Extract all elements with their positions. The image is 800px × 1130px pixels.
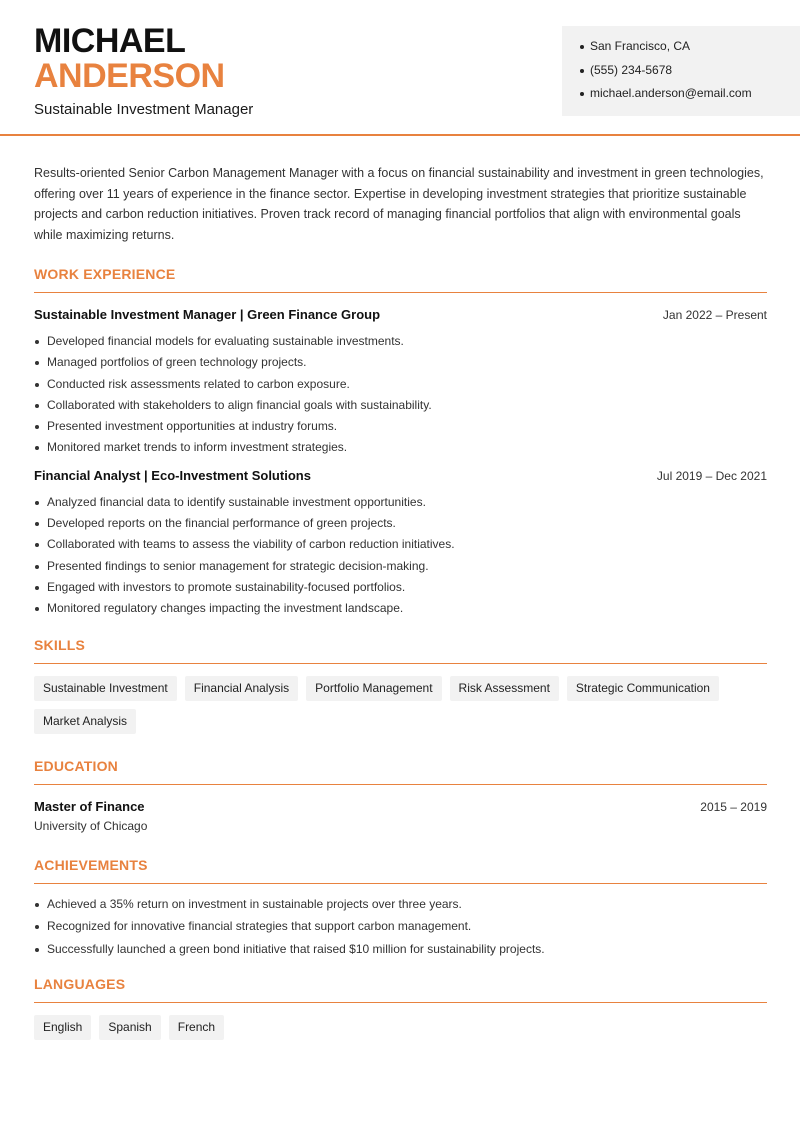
job-dates: Jan 2022 – Present (662, 308, 767, 322)
job-header (34, 468, 767, 483)
skills-tags (34, 676, 767, 734)
resume-body (34, 163, 767, 1040)
education-header (34, 799, 767, 814)
skill-tag: Portfolio Management (306, 676, 441, 701)
name-block (34, 24, 253, 118)
last-name: ANDERSON (34, 57, 225, 95)
skill-tag: Risk Assessment (450, 676, 559, 701)
section-title-languages: LANGUAGES (34, 976, 767, 1003)
list-item: Achieved a 35% return on investment in sustainable projects over three years. (34, 897, 767, 920)
job-header (34, 307, 767, 322)
skill-tag: Sustainable Investment (34, 676, 177, 701)
summary: Results-oriented Senior Carbon Management Manager with a focus on financial sustainability and investment in green technologies, offering over 11 years of experience in the finance sector. Expertise in developing investment strategies that prioritize sustainable projects and carbon reduction initiatives. Proven track record of managing financial portfolios that align with environmental goals while maximizing returns. (34, 166, 764, 242)
skills-section (34, 637, 767, 734)
section-title-education: EDUCATION (34, 758, 767, 785)
contact-email: michael.anderson@email.com (580, 86, 800, 110)
education-years: 2015 – 2019 (700, 799, 767, 814)
list-item: Successfully launched a green bond initiative that raised $10 million for sustainability projects. (34, 942, 767, 965)
resume-header (0, 0, 800, 136)
list-item: Engaged with investors to promote sustainability-focused portfolios. (34, 580, 767, 601)
list-item: Collaborated with teams to assess the viability of carbon reduction initiatives. (34, 537, 767, 558)
education-section (34, 758, 767, 833)
job-title-headline: Sustainable Investment Manager (34, 101, 254, 118)
section-title-work: WORK EXPERIENCE (34, 266, 767, 293)
language-tag: English (34, 1015, 91, 1040)
list-item: Conducted risk assessments related to carbon exposure. (34, 377, 767, 398)
languages-tags (34, 1015, 767, 1040)
contact-location: San Francisco, CA (580, 39, 800, 63)
list-item: Managed portfolios of green technology projects. (34, 355, 767, 376)
language-tag: Spanish (99, 1015, 160, 1040)
list-item: Recognized for innovative financial strategies that support carbon management. (34, 919, 767, 942)
skill-tag: Strategic Communication (567, 676, 719, 701)
list-item: Presented findings to senior management for strategic decision-making. (34, 559, 767, 580)
list-item: Analyzed financial data to identify sustainable investment opportunities. (34, 495, 767, 516)
languages-section (34, 976, 767, 1040)
degree: Master of Finance (34, 798, 145, 814)
school: University of Chicago (34, 818, 148, 833)
achievements-section (34, 857, 767, 965)
job-title: Sustainable Investment Manager | Green Finance Group (34, 307, 381, 322)
job-bullets (34, 334, 767, 462)
list-item: Presented investment opportunities at industry forums. (34, 419, 767, 440)
list-item: Monitored regulatory changes impacting the investment landscape. (34, 601, 767, 622)
list-item: Developed financial models for evaluating sustainable investments. (34, 334, 767, 355)
first-name: MICHAEL (34, 22, 186, 60)
contact-box (562, 26, 800, 116)
section-title-achievements: ACHIEVEMENTS (34, 857, 767, 884)
job-title: Financial Analyst | Eco-Investment Solutions (34, 467, 311, 483)
language-tag: French (169, 1015, 224, 1040)
skill-tag: Market Analysis (34, 709, 136, 734)
work-section (34, 266, 767, 623)
list-item: Developed reports on the financial performance of green projects. (34, 516, 767, 537)
list-item: Monitored market trends to inform investment strategies. (34, 440, 767, 461)
job-bullets (34, 495, 767, 623)
skill-tag: Financial Analysis (185, 676, 298, 701)
list-item: Collaborated with stakeholders to align financial goals with sustainability. (34, 398, 767, 419)
section-title-skills: SKILLS (34, 637, 767, 664)
job-dates: Jul 2019 – Dec 2021 (656, 468, 767, 483)
contact-phone: (555) 234-5678 (580, 63, 800, 87)
achievements-list (34, 897, 767, 965)
